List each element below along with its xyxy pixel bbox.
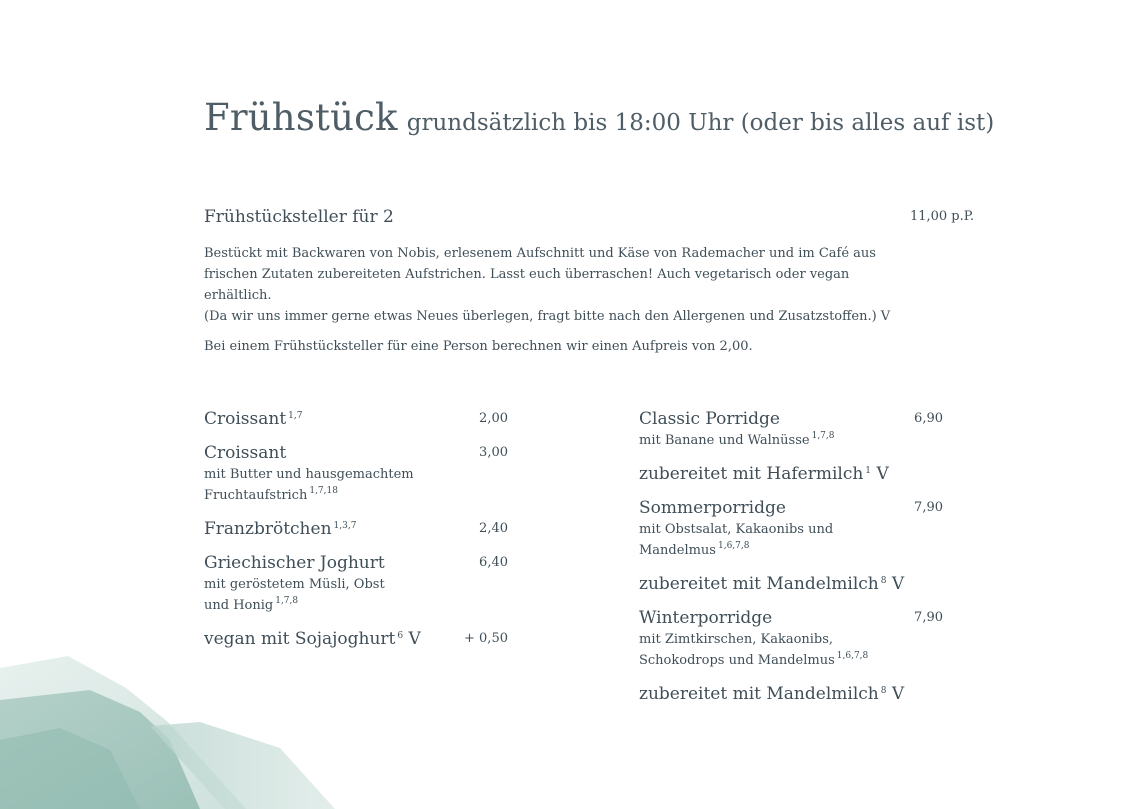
plate-description — [204, 243, 904, 327]
allergen-codes: 6 — [397, 631, 404, 641]
item-price: 6,90 — [914, 411, 943, 426]
item-price: + 0,50 — [464, 631, 508, 646]
vegan-marker: V — [891, 684, 905, 704]
title-main: Frühstück — [204, 96, 398, 139]
title-subtitle: grundsätzlich bis 18:00 Uhr (oder bis alles auf ist) — [406, 110, 995, 136]
item-name: Winterporridge — [639, 608, 773, 628]
item-name: zubereitet mit Mandelmilch — [639, 684, 879, 704]
plate-name: Frühstücksteller für 2 — [204, 207, 394, 227]
item-name: Sommerporridge — [639, 498, 786, 518]
menu-item-hafermilch-option — [639, 463, 943, 485]
vegan-marker: V — [891, 574, 905, 594]
item-desc-line-1: mit Banane und Walnüsse — [639, 433, 810, 448]
item-desc-line-1: mit Obstsalat, Kakaonibs und — [639, 522, 834, 537]
item-name: Croissant — [204, 443, 287, 463]
allergen-codes: 1,7,8 — [811, 431, 835, 441]
plate-price: 11,00 p.P. — [909, 209, 974, 224]
allergen-codes: 1,3,7 — [333, 521, 357, 531]
menu-item-classic-porridge — [639, 408, 943, 451]
item-desc-line-2: Fruchtaufstrich — [204, 488, 308, 503]
plate-desc-line-3: (Da wir uns immer gerne etwas Neues überlegen, fragt bitte nach den Allergenen und Zusatzstoffen.) V — [204, 309, 891, 324]
item-price: 2,00 — [479, 411, 508, 426]
item-price: 7,90 — [914, 500, 943, 515]
menu-item-joghurt — [204, 552, 508, 616]
item-description — [639, 629, 943, 671]
item-price: 7,90 — [914, 610, 943, 625]
item-name: Griechischer Joghurt — [204, 553, 385, 573]
plate-desc-line-2: frischen Zutaten zubereiteten Aufstrichen. Lasst euch überraschen! Auch vegetarisch oder vegan erhältlich. — [204, 267, 850, 303]
item-desc-line-2: Schokodrops und Mandelmus — [639, 653, 835, 668]
item-desc-line-2: Mandelmus — [639, 543, 716, 558]
menu-item-franzbroetchen — [204, 518, 508, 540]
vegan-marker: V — [408, 629, 421, 649]
menu-item-mandelmilch-option-2 — [639, 683, 943, 705]
allergen-codes: 1,7,18 — [309, 486, 338, 496]
item-name: Franzbrötchen — [204, 519, 332, 539]
item-name: Croissant — [204, 409, 287, 429]
allergen-codes: 8 — [880, 686, 887, 696]
allergen-codes: 8 — [880, 576, 887, 586]
menu-item-winterporridge — [639, 607, 943, 671]
item-description — [204, 464, 508, 506]
allergen-codes: 1,7,8 — [275, 596, 299, 606]
item-name: zubereitet mit Mandelmilch — [639, 574, 879, 594]
menu-item-croissant-butter — [204, 442, 508, 506]
menu-item-mandelmilch-option — [639, 573, 943, 595]
menu-column-left — [204, 408, 508, 662]
allergen-codes: 1,7 — [288, 411, 303, 421]
allergen-codes: 1,6,7,8 — [717, 541, 750, 551]
item-desc-line-1: mit geröstetem Müsli, Obst — [204, 577, 385, 592]
item-description — [204, 574, 508, 616]
item-price: 6,40 — [479, 555, 508, 570]
item-desc-line-1: mit Butter und hausgemachtem — [204, 467, 414, 482]
item-name: Classic Porridge — [639, 409, 780, 429]
menu-item-sommerporridge — [639, 497, 943, 561]
plate-desc-line-1: Bestückt mit Backwaren von Nobis, erlesenem Aufschnitt und Käse von Rademacher und im Café aus — [204, 246, 876, 261]
page-title — [204, 96, 994, 139]
item-desc-line-2: und Honig — [204, 598, 274, 613]
item-price: 2,40 — [479, 521, 508, 536]
menu-item-vegan-option — [204, 628, 508, 650]
item-desc-line-1: mit Zimtkirschen, Kakaonibs, — [639, 632, 834, 647]
menu-item-croissant — [204, 408, 508, 430]
item-name: zubereitet mit Hafermilch — [639, 464, 864, 484]
allergen-codes: 1 — [865, 466, 872, 476]
menu-column-right — [639, 408, 943, 717]
vegan-marker: V — [876, 464, 889, 484]
allergen-codes: 1,6,7,8 — [836, 651, 869, 661]
item-description — [639, 519, 943, 561]
breakfast-plate-section — [204, 207, 974, 354]
item-name: vegan mit Sojajoghurt — [204, 629, 396, 649]
item-price: 3,00 — [479, 445, 508, 460]
plate-note: Bei einem Frühstücksteller für eine Person berechnen wir einen Aufpreis von 2,00. — [204, 339, 753, 354]
